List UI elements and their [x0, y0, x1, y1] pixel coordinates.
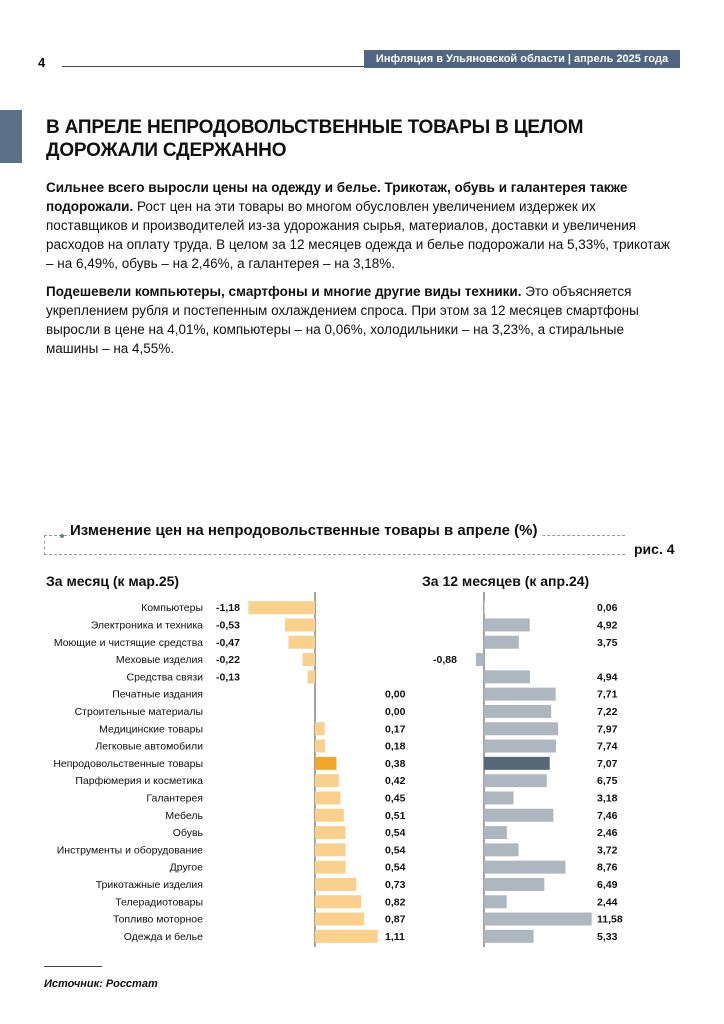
month-value-label: -0,13 [216, 671, 240, 684]
month-bar [303, 653, 315, 666]
month-bar [248, 601, 315, 614]
year-bar [484, 722, 558, 735]
paragraph-2-lead: Подешевели компьютеры, смартфоны и многие другие виды техники. [46, 284, 522, 299]
year-bar [476, 653, 484, 666]
paragraph-1 [46, 178, 676, 273]
year-value-label: 3,72 [597, 844, 618, 857]
category-label: Одежда и белье [123, 930, 203, 943]
month-bar [315, 930, 378, 943]
month-value-label: 0,73 [385, 878, 406, 891]
year-bar [484, 705, 551, 718]
year-bar [484, 636, 519, 649]
category-label: Галантерея [146, 792, 203, 805]
year-value-label: 3,18 [597, 792, 618, 805]
bar-charts [0, 590, 724, 960]
year-bar [484, 895, 507, 908]
month-value-label: 0,18 [385, 740, 406, 753]
month-value-label: -0,22 [216, 654, 240, 667]
year-value-label: 0,06 [597, 602, 618, 615]
month-value-label: 0,00 [385, 705, 406, 718]
category-label: Инструменты и оборудование [56, 844, 203, 857]
year-bar [484, 809, 553, 822]
month-bar [315, 913, 364, 926]
year-bar [484, 774, 547, 787]
month-value-label: 0,54 [385, 861, 406, 874]
month-bar [308, 670, 315, 683]
page-number: 4 [38, 55, 46, 70]
header-band: Инфляция в Ульяновской области | апрель 2025 года [364, 50, 680, 68]
month-bar [315, 740, 325, 753]
year-value-label: 8,76 [597, 861, 618, 874]
month-bar [315, 843, 346, 856]
year-value-label: 6,75 [597, 775, 618, 788]
source-note: Источник: Росстат [44, 978, 158, 990]
category-label: Непродовольственные товары [53, 757, 203, 770]
year-bar [484, 826, 507, 839]
month-bar [315, 878, 356, 891]
year-value-label: 4,94 [597, 671, 618, 684]
paragraph-2-text: Это объясняется укреплением рубля и постепенным охлаждением спроса. При этом за 12 месяцев смартфоны выросли в цене на 4,01%, компьютеры – на 0,06%, холодильники – на 3,23%, а стиральные машины – на 4,55%. [46, 284, 639, 356]
month-bar [285, 618, 315, 631]
category-label: Легковые автомобили [95, 740, 203, 753]
figure-title: Изменение цен на непродовольственные товары в апреле (%) [70, 522, 541, 539]
year-value-label: 7,07 [597, 757, 618, 770]
year-bar [484, 601, 485, 614]
month-bar [315, 809, 344, 822]
month-bar [315, 826, 346, 839]
figure-number: рис. 4 [634, 541, 675, 557]
month-bar [315, 861, 346, 874]
category-label: Моющие и чистящие средства [53, 636, 203, 649]
main-heading: В АПРЕЛЕ НЕПРОДОВОЛЬСТВЕННЫЕ ТОВАРЫ В ЦЕЛОМ ДОРОЖАЛИ СДЕРЖАННО [46, 117, 584, 161]
year-bar [484, 740, 556, 753]
category-label: Меховые изделия [115, 654, 203, 667]
paragraph-1-lead: Сильнее всего выросли цены на одежду и белье. Трикотаж, обувь и галантерея также подорожали. [46, 180, 628, 214]
month-value-label: 1,11 [385, 930, 405, 943]
year-value-label: 7,46 [597, 809, 618, 822]
category-label: Компьютеры [141, 602, 203, 615]
year-bar [484, 843, 519, 856]
paragraph-2 [46, 282, 676, 358]
month-value-label: 0,51 [385, 809, 406, 822]
year-bar [484, 930, 534, 943]
month-value-label: 0,54 [385, 844, 406, 857]
category-label: Другое [169, 861, 203, 874]
year-value-label: 5,33 [597, 930, 618, 943]
category-label: Медицинские товары [99, 723, 203, 736]
year-value-label: 2,46 [597, 827, 618, 840]
month-bar [315, 895, 361, 908]
year-value-label: 7,97 [597, 723, 618, 736]
month-value-label: 0,45 [385, 792, 406, 805]
figure-dot [60, 534, 64, 538]
year-bar [484, 688, 556, 701]
month-value-label: 0,00 [385, 688, 406, 701]
year-value-label: 2,44 [597, 896, 618, 909]
month-value-label: 0,42 [385, 775, 406, 788]
year-bar [484, 670, 530, 683]
month-bar [315, 757, 336, 770]
chart-year-title: За 12 месяцев (к апр.24) [422, 573, 590, 589]
year-value-label: 11,58 [597, 913, 623, 926]
year-bar [484, 913, 592, 926]
side-marker [0, 110, 22, 163]
source-rule [44, 966, 102, 967]
year-bar [484, 861, 565, 874]
month-bar [288, 636, 315, 649]
paragraph-1-text: Рост цен на эти товары во многом обусловлен увеличением издержек их поставщиков и производителей из-за удорожания сырья, материалов, доставки и увеличения расходов на оплату труда. В целом за 12 месяцев одежда и белье подорожали на 5,33%, трикотаж – на 6,49%, обувь – на 2,46%, а галантерея – на 3,18%. [46, 199, 670, 271]
category-label: Телерадиотовары [115, 896, 203, 909]
month-value-label: 0,82 [385, 896, 406, 909]
month-value-label: 0,87 [385, 913, 406, 926]
year-bar [484, 878, 544, 891]
category-label: Электроника и техника [90, 619, 203, 632]
year-value-label: 7,74 [597, 740, 618, 753]
year-value-label: 6,49 [597, 878, 618, 891]
month-value-label: 0,54 [385, 827, 406, 840]
month-value-label: -0,53 [216, 619, 240, 632]
year-value-label: 3,75 [597, 636, 618, 649]
category-label: Парфюмерия и косметика [75, 775, 203, 788]
month-bar [315, 791, 340, 804]
year-value-label: 7,22 [597, 705, 618, 718]
year-value-label: 4,92 [597, 619, 618, 632]
month-value-label: -1,18 [216, 602, 240, 615]
category-label: Строительные материалы [74, 705, 203, 718]
month-value-label: 0,38 [385, 757, 406, 770]
category-label: Печатные издания [112, 688, 203, 701]
month-value-label: 0,17 [385, 723, 406, 736]
chart-month-title: За месяц (к мар.25) [46, 573, 180, 589]
category-label: Обувь [172, 827, 203, 840]
year-bar [484, 791, 514, 804]
month-bar [315, 774, 339, 787]
year-value-label: 7,71 [597, 688, 618, 701]
category-label: Мебель [165, 809, 203, 822]
category-label: Средства связи [126, 671, 203, 684]
category-label: Трикотажные изделия [95, 878, 203, 891]
header-rule [62, 66, 364, 67]
month-bar [315, 722, 325, 735]
year-value-label: -0,88 [433, 654, 457, 667]
year-bar [484, 618, 530, 631]
month-value-label: -0,47 [216, 636, 240, 649]
category-label: Топливо моторное [112, 913, 203, 926]
year-bar [484, 757, 550, 770]
